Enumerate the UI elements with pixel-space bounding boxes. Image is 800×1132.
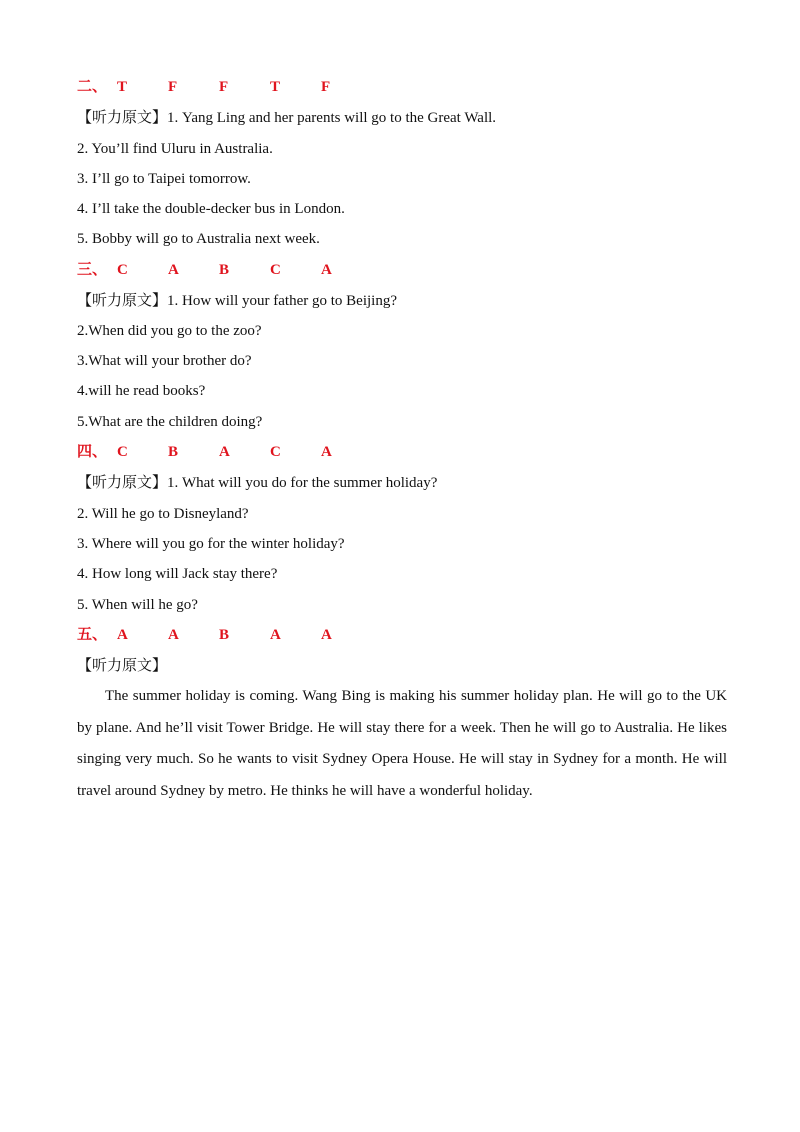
transcript-line [77, 291, 397, 311]
answer-5: A [321, 444, 332, 460]
answer-4: A [270, 627, 281, 643]
section-5-answer-row [77, 625, 372, 645]
passage-text: The summer holiday is coming. Wang Bing is making his summer holiday plan. He will go to the UK by plane. And he’ll visit Tower Bridge. He will stay there for a week. Then he will go to Australia. He likes singing very much. So he wants to visit Sydney Opera House. He will stay in Sydney for a month. He will travel around Sydney by metro. He thinks he will have a wonderful holiday. [77, 688, 727, 799]
transcript-line: 3.What will your brother do? [77, 353, 252, 369]
answer-4: C [270, 262, 281, 278]
transcript-label: 【听力原文】 [77, 658, 168, 674]
transcript-text: 1. What will you do for the summer holiday? [167, 475, 438, 491]
transcript-line: 5. When will he go? [77, 597, 198, 613]
transcript-line: 2. You’ll find Uluru in Australia. [77, 141, 273, 157]
answer-3: B [219, 627, 230, 643]
section-4-answer-row [77, 442, 372, 462]
transcript-line: 2. Will he go to Disneyland? [77, 506, 249, 522]
answer-3: A [219, 444, 230, 460]
transcript-line: 4. I’ll take the double-decker bus in London. [77, 201, 345, 217]
answer-4: T [270, 79, 281, 95]
answer-1: A [117, 627, 128, 643]
answer-4: C [270, 444, 281, 460]
answer-3: F [219, 79, 229, 95]
transcript-text: 1. How will your father go to Beijing? [167, 293, 397, 309]
transcript-line [77, 108, 496, 128]
transcript-line: 3. I’ll go to Taipei tomorrow. [77, 171, 251, 187]
section-2-answer-row [77, 77, 372, 97]
transcript-line: 4. How long will Jack stay there? [77, 566, 278, 582]
answer-5: F [321, 79, 331, 95]
answer-1: C [117, 262, 128, 278]
section-number: 二、 [77, 79, 108, 95]
answer-2: A [168, 627, 179, 643]
answer-2: F [168, 79, 178, 95]
answer-1: T [117, 79, 128, 95]
transcript-text: 1. Yang Ling and her parents will go to the Great Wall. [167, 110, 497, 126]
section-number: 四、 [77, 444, 108, 460]
transcript-label: 【听力原文】 [77, 475, 168, 491]
answer-3: B [219, 262, 230, 278]
answer-2: A [168, 262, 179, 278]
answer-5: A [321, 627, 332, 643]
transcript-line: 4.will he read books? [77, 383, 206, 399]
section-3-answer-row [77, 260, 372, 280]
transcript-label: 【听力原文】 [77, 110, 168, 126]
section-number: 三、 [77, 262, 108, 278]
transcript-line: 5.What are the children doing? [77, 414, 263, 430]
transcript-line [77, 473, 437, 493]
transcript-line: 3. Where will you go for the winter holiday? [77, 536, 345, 552]
answer-2: B [168, 444, 179, 460]
transcript-passage [77, 681, 727, 807]
answer-1: C [117, 444, 128, 460]
transcript-label: 【听力原文】 [77, 293, 168, 309]
transcript-line: 2.When did you go to the zoo? [77, 323, 262, 339]
answer-5: A [321, 262, 332, 278]
section-number: 五、 [77, 627, 108, 643]
transcript-line: 5. Bobby will go to Australia next week. [77, 231, 320, 247]
